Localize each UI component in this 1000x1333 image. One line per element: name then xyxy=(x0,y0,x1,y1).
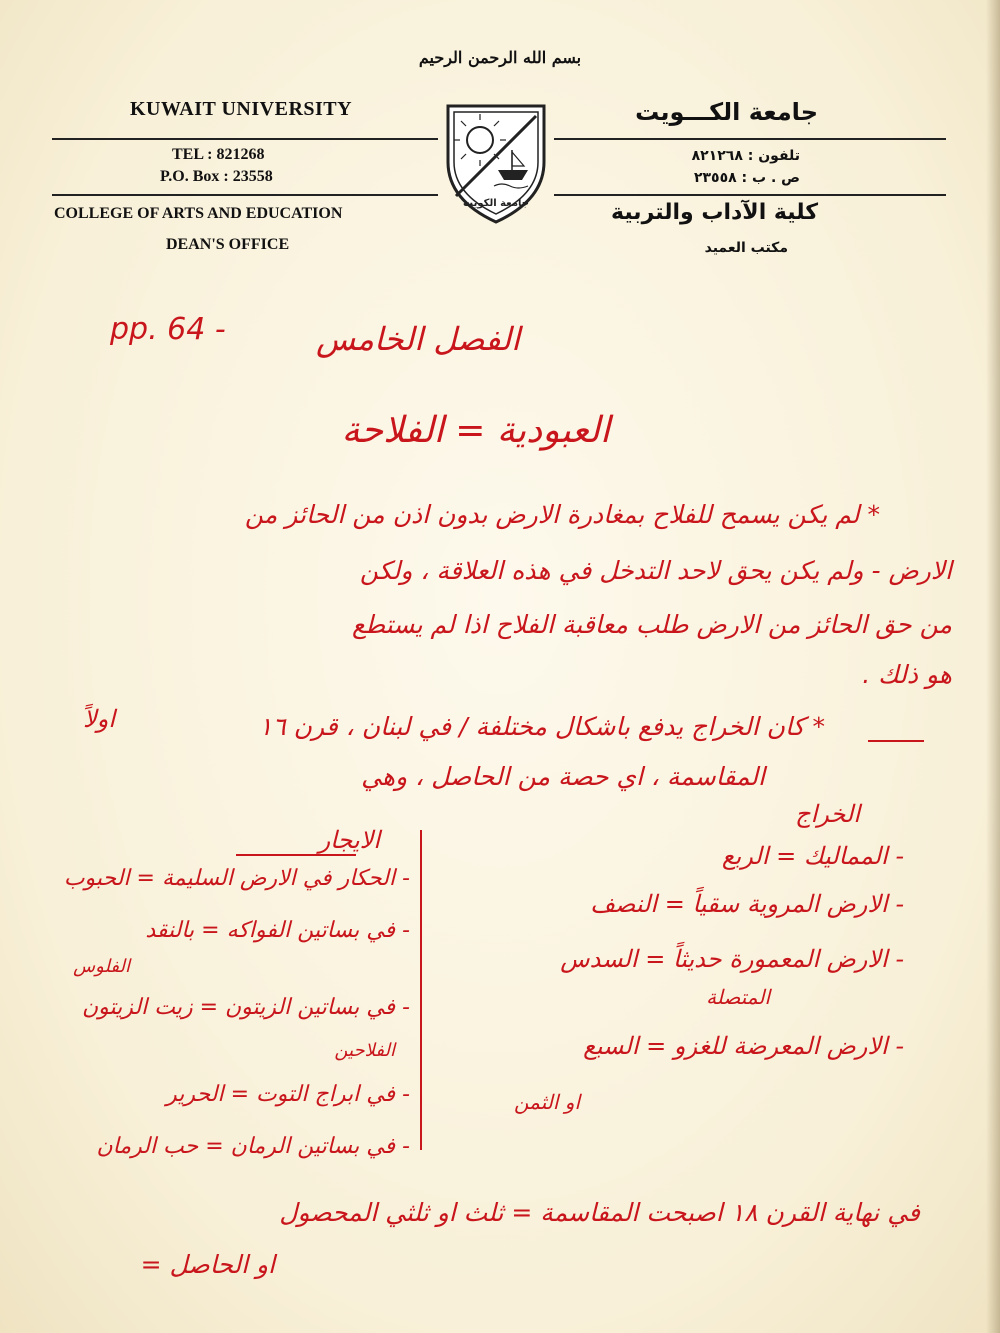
letterhead-rule-right xyxy=(554,138,946,140)
conclusion-line-1: في نهاية القرن ١٨ اصبحت المقاسمة = ثلث او ثلثي المحصول xyxy=(279,1198,920,1227)
paragraph-1-line-4: هو ذلك . xyxy=(862,660,952,689)
ijar-heading: الايجار xyxy=(318,826,380,854)
college-name-ar: كلية الآداب والتربية xyxy=(610,200,818,225)
emblem-caption: جامعة الكويت xyxy=(463,198,529,209)
letterhead-rule-right-lower xyxy=(554,194,946,196)
kharaj-heading: الخراج xyxy=(795,800,860,828)
ijar-item-1: - الحكار في الارض السليمة = الحبوب xyxy=(63,866,410,891)
ijar-heading-underline xyxy=(236,854,356,856)
telephone-en: TEL : 821268 xyxy=(172,146,265,163)
ijar-item-2: - في بساتين الفواكه = بالنقد xyxy=(145,918,410,943)
letterhead-rule-left xyxy=(52,138,438,140)
kharaj-item-3: - الارض المعمورة حديثاً = السدس xyxy=(560,945,904,973)
ijar-item-4: - في ابراج التوت = الحرير xyxy=(166,1082,410,1107)
section-label-underline xyxy=(868,740,924,742)
ijar-item-2-note: الفلوس xyxy=(73,956,130,977)
paragraph-2-line-1: * كان الخراج يدفع باشكال مختلفة / في لبنان ، قرن ١٦ xyxy=(258,712,825,741)
column-divider xyxy=(420,830,422,1150)
pobox-en: P.O. Box : 23558 xyxy=(160,168,273,185)
conclusion-line-2: او الحاصل = xyxy=(140,1250,275,1279)
bismillah: بسم الله الرحمن الرحيم xyxy=(418,48,582,67)
paragraph-1-line-2: الارض - ولم يكن يحق لاحد التدخل في هذه العلاقة ، ولكن xyxy=(359,556,952,585)
chapter-subtitle: العبودية = الفلاحة xyxy=(341,410,610,451)
dean-office-en: DEAN'S OFFICE xyxy=(166,236,290,253)
kharaj-item-4-note: او الثمن xyxy=(513,1090,580,1114)
dean-office-ar: مكتب العميد xyxy=(704,240,788,256)
page-reference: pp. 64 - xyxy=(110,312,226,347)
telephone-ar: تلفون : ٨٢١٢٦٨ xyxy=(691,148,800,164)
letterhead-rule-left-lower xyxy=(52,194,438,196)
university-emblem-icon xyxy=(440,100,552,226)
university-name-ar: جامعة الكـــويت xyxy=(635,98,818,126)
college-name-en: COLLEGE OF ARTS AND EDUCATION xyxy=(54,205,343,222)
kharaj-item-4: - الارض المعرضة للغزو = السبع xyxy=(583,1032,904,1060)
kharaj-item-1: - المماليك = الربع xyxy=(721,842,904,870)
paragraph-1-line-3: من حق الحائز من الارض طلب معاقبة الفلاح اذا لم يستطع xyxy=(351,610,952,639)
university-name-en: KUWAIT UNIVERSITY xyxy=(130,98,353,120)
ijar-subheading: الفلاحين xyxy=(334,1040,395,1061)
paper-edge-shadow xyxy=(986,0,1000,1333)
ijar-item-3: - في بساتين الزيتون = زيت الزيتون xyxy=(82,995,410,1020)
section-label-first: اولاً xyxy=(83,705,115,733)
paragraph-1-line-1: * لم يكن يسمح للفلاح بمغادرة الارض بدون اذن من الحائز من xyxy=(244,500,880,529)
ijar-item-5: - في بساتين الرمان = حب الرمان xyxy=(96,1134,410,1159)
kharaj-item-2: - الارض المروية سقياً = النصف xyxy=(590,890,904,918)
paragraph-2-line-2: المقاسمة ، اي حصة من الحاصل ، وهي xyxy=(361,762,765,791)
kharaj-item-3-note: المتصلة xyxy=(706,985,770,1009)
chapter-title: الفصل الخامس xyxy=(316,320,520,358)
pobox-ar: ص . ب : ٢٣٥٥٨ xyxy=(693,170,800,186)
